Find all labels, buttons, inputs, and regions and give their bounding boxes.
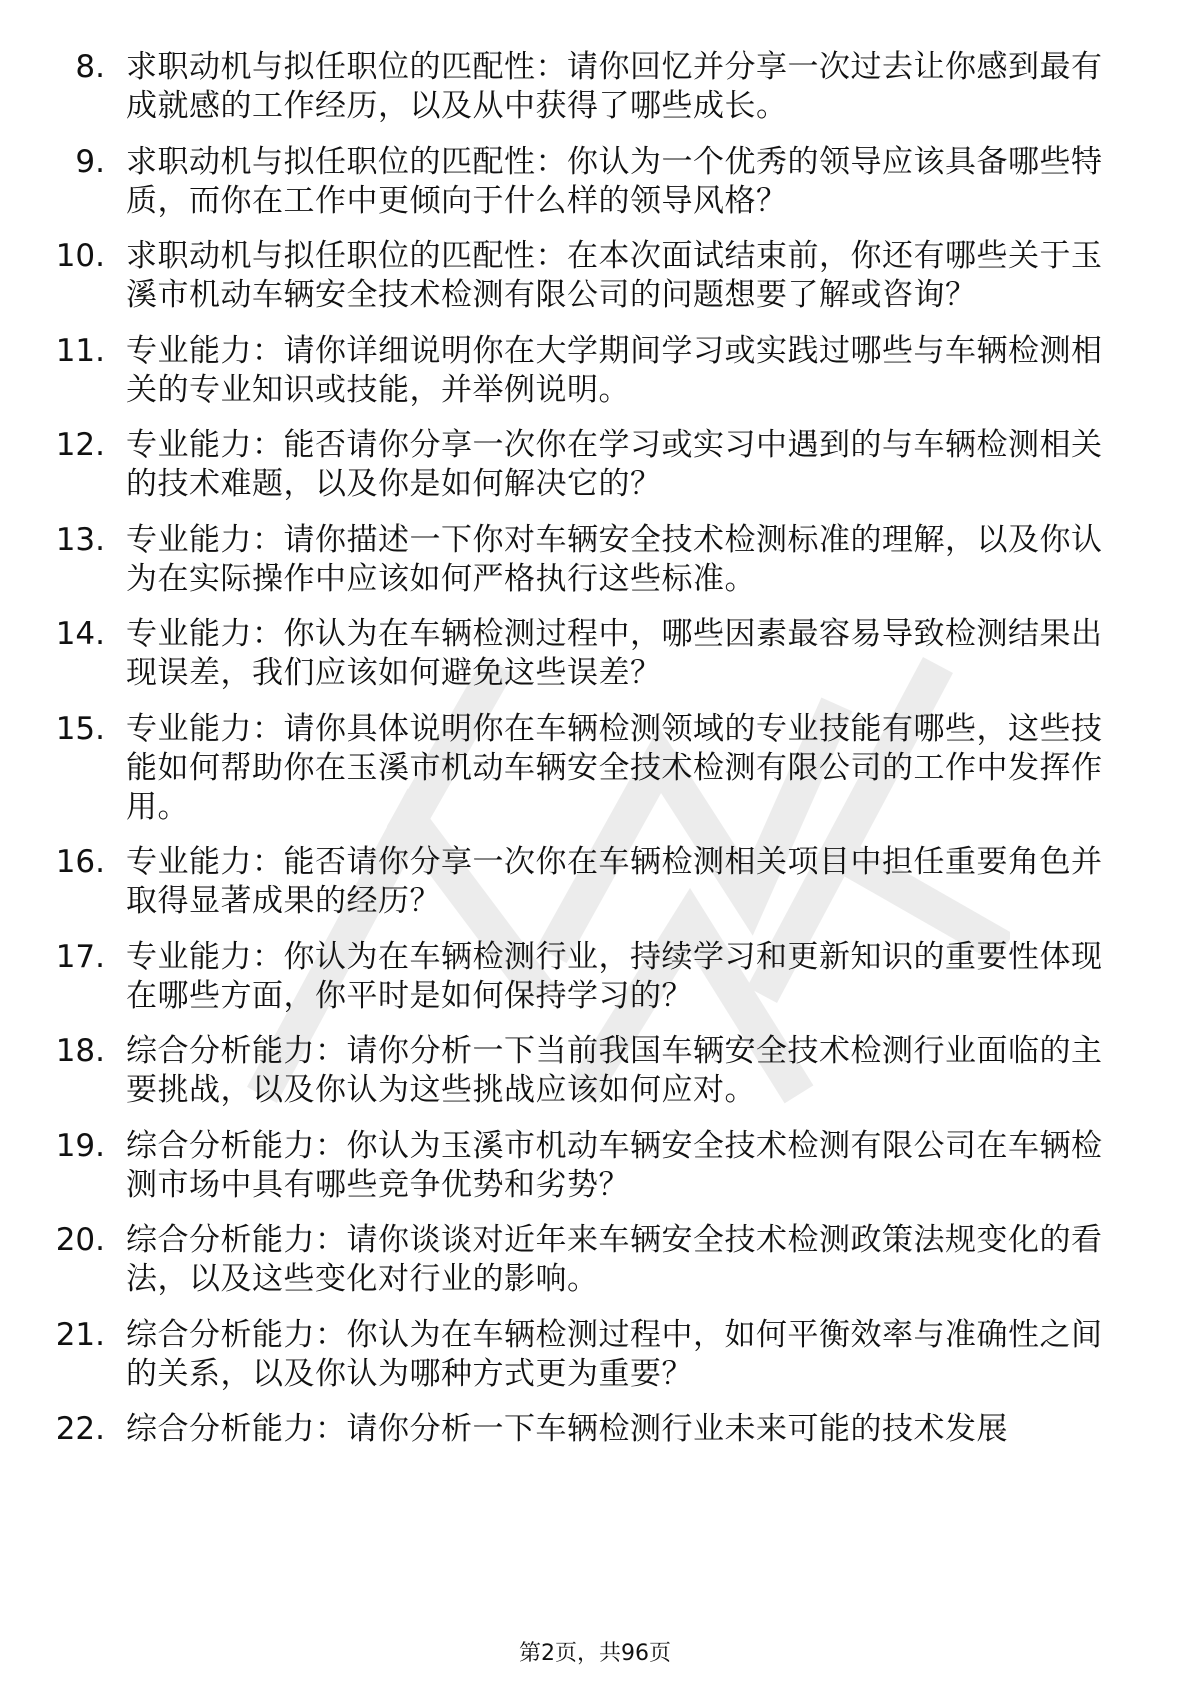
question-item (0, 426, 1104, 504)
question-number: 19. (55, 1127, 105, 1164)
question-number: 14. (55, 616, 105, 652)
question-item (0, 1032, 1104, 1110)
question-text: 综合分析能力：你认为在车辆检测过程中，如何平衡效率与准确性之间的关系，以及你认为哪种方式更为重要？ (126, 1316, 1103, 1392)
question-item (0, 843, 1104, 921)
question-number: 15. (55, 710, 105, 747)
question-item (0, 710, 1104, 827)
question-item (0, 938, 1104, 1016)
question-text: 专业能力：能否请你分享一次你在车辆检测相关项目中担任重要角色并取得显著成果的经历？ (126, 844, 1103, 919)
question-number: 8. (75, 49, 105, 85)
question-text: 综合分析能力：请你谈谈对近年来车辆安全技术检测政策法规变化的看法，以及这些变化对行业的影响。 (126, 1222, 1103, 1297)
question-number: 12. (55, 427, 105, 463)
question-item (0, 48, 1104, 126)
question-item (0, 1316, 1104, 1394)
question-text: 专业能力：请你具体说明你在车辆检测领域的专业技能有哪些，这些技能如何帮助你在玉溪市机动车辆安全技术检测有限公司的工作中发挥作用。 (126, 710, 1103, 825)
question-item (0, 521, 1104, 599)
question-text: 求职动机与拟任职位的匹配性：请你回忆并分享一次过去让你感到最有成就感的工作经历，以及从中获得了哪些成长。 (126, 49, 1103, 124)
question-list (0, 48, 1190, 1466)
question-text: 专业能力：请你描述一下你对车辆安全技术检测标准的理解，以及你认为在实际操作中应该如何严格执行这些标准。 (126, 521, 1103, 597)
question-item (0, 615, 1104, 693)
question-text: 综合分析能力：请你分析一下当前我国车辆安全技术检测行业面临的主要挑战，以及你认为这些挑战应该如何应对。 (126, 1033, 1103, 1108)
question-text: 求职动机与拟任职位的匹配性：在本次面试结束前，你还有哪些关于玉溪市机动车辆安全技术检测有限公司的问题想要了解或咨询？ (126, 238, 1103, 313)
question-number: 21. (55, 1316, 105, 1353)
question-item (0, 1221, 1104, 1299)
question-number: 16. (55, 844, 105, 880)
question-text: 专业能力：请你详细说明你在大学期间学习或实践过哪些与车辆检测相关的专业知识或技能，并举例说明。 (126, 332, 1103, 408)
question-item (0, 143, 1104, 221)
question-item (0, 1410, 1104, 1449)
page-footer: 第2页，共96页 (519, 1641, 671, 1666)
question-text: 求职动机与拟任职位的匹配性：你认为一个优秀的领导应该具备哪些特质，而你在工作中更倾向于什么样的领导风格？ (126, 143, 1103, 219)
question-number: 22. (55, 1411, 105, 1447)
question-number: 20. (55, 1222, 105, 1258)
question-text: 综合分析能力：请你分析一下车辆检测行业未来可能的技术发展 (126, 1411, 1008, 1447)
question-text: 专业能力：你认为在车辆检测行业，持续学习和更新知识的重要性体现在哪些方面，你平时是如何保持学习的？ (126, 938, 1103, 1014)
question-item (0, 237, 1104, 315)
question-number: 17. (55, 938, 105, 975)
question-number: 10. (55, 238, 105, 274)
question-number: 11. (55, 332, 105, 369)
question-text: 专业能力：能否请你分享一次你在学习或实习中遇到的与车辆检测相关的技术难题，以及你是如何解决它的？ (126, 427, 1103, 502)
question-item (0, 332, 1104, 410)
question-text: 专业能力：你认为在车辆检测过程中，哪些因素最容易导致检测结果出现误差，我们应该如何避免这些误差？ (126, 616, 1103, 691)
question-number: 9. (75, 143, 105, 180)
question-number: 13. (55, 521, 105, 558)
question-number: 18. (55, 1033, 105, 1069)
question-item (0, 1127, 1104, 1205)
question-text: 综合分析能力：你认为玉溪市机动车辆安全技术检测有限公司在车辆检测市场中具有哪些竞争优势和劣势？ (126, 1127, 1103, 1203)
